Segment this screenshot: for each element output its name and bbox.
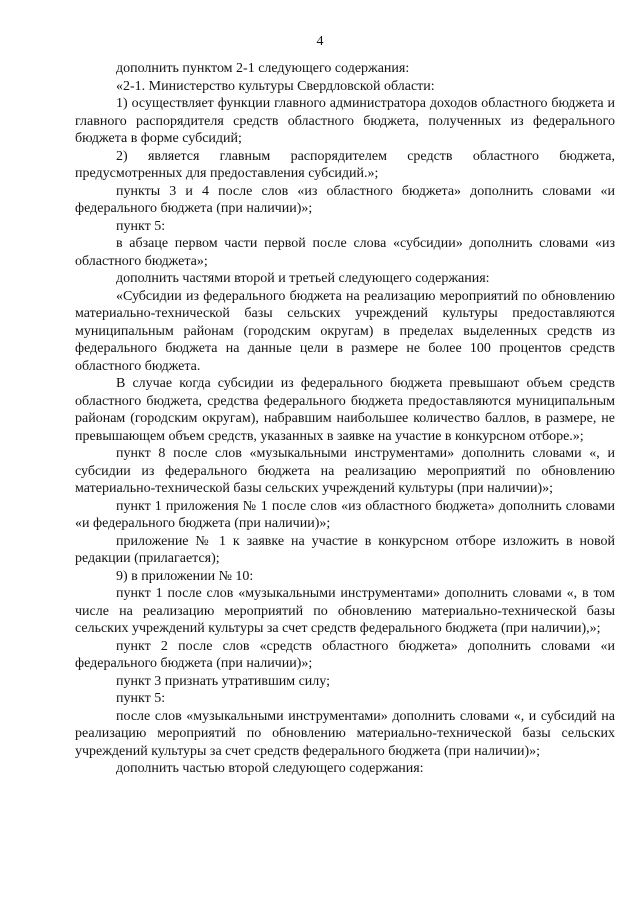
paragraph: пункт 2 после слов «средств областного бюджета» дополнить словами «и федерального бюджета (при наличии)»;: [75, 638, 615, 671]
paragraph: пункт 5:: [116, 691, 166, 706]
paragraph: в абзаце первом части первой после слова «субсидии» дополнить словами «из областного бюджета»;: [75, 236, 615, 269]
paragraph: пункты 3 и 4 после слов «из областного бюджета» дополнить словами «и федерального бюджета (при наличии)»;: [75, 183, 615, 216]
paragraph: пункт 8 после слов «музыкальными инструментами» дополнить словами «, и субсидии из федерального бюджета на реализацию мероприятий по обновлению материально-технической базы сельских учреждений культуры (при наличии)»;: [75, 446, 615, 496]
paragraph: «Субсидии из федерального бюджета на реализацию мероприятий по обновлению материально-технической базы сельских учреждений культуры предоставляются муниципальным районам (городским округам) в пределах выделенных средств из федерального бюджета на данные цели в размере не более 100 процентов средств областного бюджета.: [75, 288, 615, 374]
page-number: 4: [316, 34, 324, 49]
paragraph: дополнить частями второй и третьей следующего содержания:: [116, 271, 490, 286]
paragraph: 9) в приложении № 10:: [116, 568, 254, 584]
paragraph: дополнить пунктом 2-1 следующего содержания:: [116, 61, 410, 76]
paragraph: 1) осуществляет функции главного администратора доходов областного бюджета и главного распорядителя средств областного бюджета, полученных из федерального бюджета в форме субсидий;: [75, 96, 615, 146]
paragraph: пункт 3 признать утратившим силу;: [116, 673, 330, 689]
document-body: [75, 60, 615, 778]
paragraph: 2) является главным распорядителем средств областного бюджета, предусмотренных для предоставления субсидий.»;: [75, 148, 615, 181]
paragraph: приложение № 1 к заявке на участие в конкурсном отборе изложить в новой редакции (прилагается);: [75, 533, 615, 566]
paragraph: пункт 5:: [116, 218, 166, 234]
paragraph: пункт 1 после слов «музыкальными инструментами» дополнить словами «, в том числе на реализацию мероприятий по обновлению материально-технической базы сельских учреждений культуры за счет средств федерального бюджета (при наличии),»;: [75, 586, 615, 636]
paragraph: «2-1. Министерство культуры Свердловской области:: [116, 78, 435, 94]
paragraph: В случае когда субсидии из федерального бюджета превышают объем средств областного бюджета, средства федерального бюджета предоставляются муниципальным районам (городским округам), набравшим наибольшее количество баллов, в размере, не превышающем объем средств, указанных в заявке на участие в конкурсном отборе.»;: [75, 376, 615, 444]
paragraph: пункт 1 приложения № 1 после слов «из областного бюджета» дополнить словами «и федерального бюджета (при наличии)»;: [75, 498, 615, 531]
paragraph: после слов «музыкальными инструментами» дополнить словами «, и субсидий на реализацию мероприятий по обновлению материально-технической базы сельских учреждений культуры за счет средств федерального бюджета (при наличии)»;: [75, 708, 615, 759]
paragraph: дополнить частью второй следующего содержания:: [116, 761, 424, 776]
